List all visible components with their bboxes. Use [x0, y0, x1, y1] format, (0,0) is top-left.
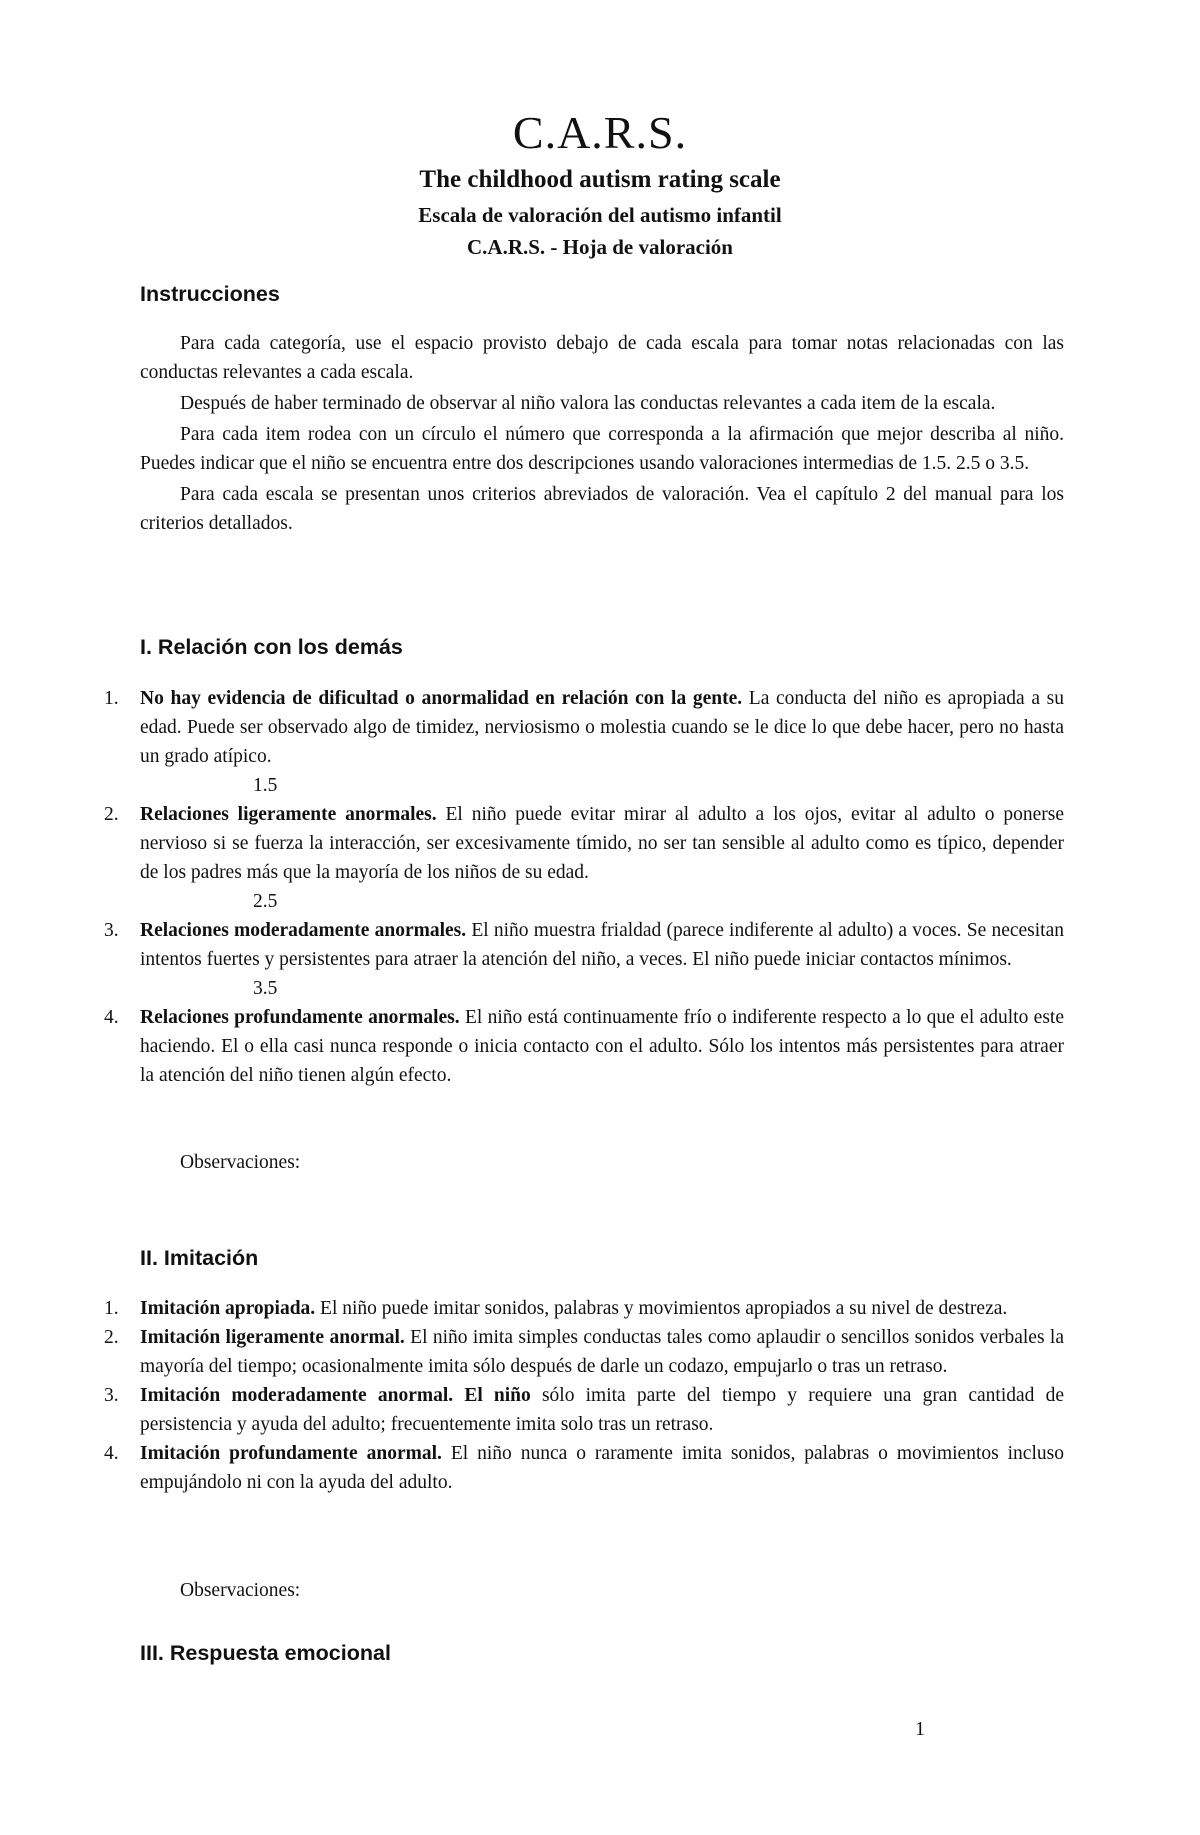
item-bold: Relaciones ligeramente anormales.: [140, 804, 437, 825]
document-subtitle-spanish: Escala de valoración del autismo infantil: [418, 203, 782, 227]
observations-wrap: [140, 1148, 1064, 1177]
item-bold: Relaciones moderadamente anormales.: [140, 920, 467, 941]
item-text: El niño nunca o raramente imita sonidos, palabras o movimientos incluso empujándolo ni con la ayuda del adulto.: [140, 1443, 1064, 1493]
item-number: 4.: [104, 1443, 119, 1464]
observations-label: Observaciones:: [180, 1580, 301, 1601]
item-number: 3.: [104, 920, 119, 941]
item-bold: No hay evidencia de dificultad o anormalidad en relación con la gente.: [140, 688, 743, 709]
sheet-title: C.A.R.S. - Hoja de valoración: [467, 235, 733, 259]
instructions-paragraph: Para cada item rodea con un círculo el número que corresponda a la afirmación que mejor describa al niño. Puedes indicar que el niño se encuentra entre dos descripciones usando valoraciones intermedias de 1.5. 2.5 o 3.5.: [140, 424, 1064, 474]
item-text: La conducta del niño es apropiada a su edad. Puede ser observado algo de timidez, nerviosismo o molestia cuando se le dice lo que debe hacer, pero no hasta un grado atípico.: [140, 688, 1064, 767]
item-text: El niño muestra frialdad (parece indiferente al adulto) a voces. Se necesitan intentos fuertes y persistentes para atraer la atención del niño, a veces. El niño puede iniciar contactos mínimos.: [140, 920, 1065, 970]
section-imitation-list: [104, 1294, 1064, 1497]
observations-label: Observaciones:: [180, 1152, 301, 1173]
intermediate-score: 1.5: [253, 775, 278, 796]
list-item: [104, 1439, 1064, 1497]
list-item: [104, 800, 1065, 887]
list-item: [104, 916, 1065, 974]
list-item: [104, 684, 1064, 771]
document-subtitle: The childhood autism rating scale: [419, 166, 781, 193]
intermediate-score: 3.5: [253, 978, 278, 999]
item-number: 1.: [104, 1298, 119, 1319]
instructions-paragraph: Para cada categoría, use el espacio provisto debajo de cada escala para tomar notas relacionadas con las conductas relevantes a cada escala.: [140, 333, 1064, 383]
section-emotional-heading-wrap: [140, 1639, 1064, 1668]
intermediate-score: 2.5: [253, 891, 278, 912]
list-item: [104, 1381, 1064, 1439]
instructions-section: [140, 280, 1064, 309]
item-number: 2.: [104, 1327, 119, 1348]
section-imitation-heading-wrap: [140, 1244, 1064, 1273]
list-item: [104, 1323, 1064, 1381]
item-number: 3.: [104, 1385, 119, 1406]
list-item: [104, 1003, 1064, 1090]
section-relation-list: [104, 684, 1065, 1090]
item-text: El niño puede evitar mirar al adulto a los ojos, evitar al adulto o ponerse nervioso si se fuerza la interacción, ser excesivamente tímido, no ser tan sensible al adulto como es típico, depender de los padres más que la mayoría de los niños de su edad.: [140, 804, 1065, 883]
item-bold: Imitación profundamente anormal.: [140, 1443, 442, 1464]
section-heading: I. Relación con los demás: [140, 635, 403, 659]
item-text: El niño imita simples conductas tales como aplaudir o sencillos sonidos verbales la mayoría del tiempo; ocasionalmente imita sólo después de darle un codazo, empujarlo o tras un retraso.: [140, 1327, 1064, 1377]
item-bold: Imitación moderadamente anormal. El niño: [140, 1385, 531, 1406]
item-text: El niño puede imitar sonidos, palabras y movimientos apropiados a su nivel de destreza.: [315, 1298, 1008, 1319]
item-number: 1.: [104, 688, 119, 709]
item-number: 2.: [104, 804, 119, 825]
instructions-paragraph: Para cada escala se presentan unos criterios abreviados de valoración. Vea el capítulo 2 del manual para los criterios detallados.: [140, 484, 1064, 534]
item-bold: Imitación ligeramente anormal.: [140, 1327, 405, 1348]
section-heading: III. Respuesta emocional: [140, 1641, 391, 1665]
section-relation-heading-wrap: [140, 633, 1064, 662]
item-text: sólo imita parte del tiempo y requiere una gran cantidad de persistencia y ayuda del adulto; frecuentemente imita solo tras un retraso.: [140, 1385, 1064, 1435]
instructions-heading: Instrucciones: [140, 282, 280, 306]
section-heading: II. Imitación: [140, 1246, 259, 1270]
item-bold: Relaciones profundamente anormales.: [140, 1007, 460, 1028]
item-text: El niño está continuamente frío o indiferente respecto a lo que el adulto este haciendo. El o ella casi nunca responde o inicia contacto con el adulto. Sólo los intentos más persistentes para atraer la atención del niño tienen algún efecto.: [140, 1007, 1064, 1086]
page-number: 1: [915, 1718, 925, 1740]
list-item: [104, 1294, 1064, 1323]
instructions-body: [140, 329, 1064, 538]
observations-wrap: [140, 1576, 1064, 1605]
document-title: C.A.R.S.: [512, 107, 688, 158]
instructions-paragraph: Después de haber terminado de observar al niño valora las conductas relevantes a cada item de la escala.: [180, 393, 996, 414]
item-bold: Imitación apropiada.: [140, 1298, 316, 1319]
item-number: 4.: [104, 1007, 119, 1028]
